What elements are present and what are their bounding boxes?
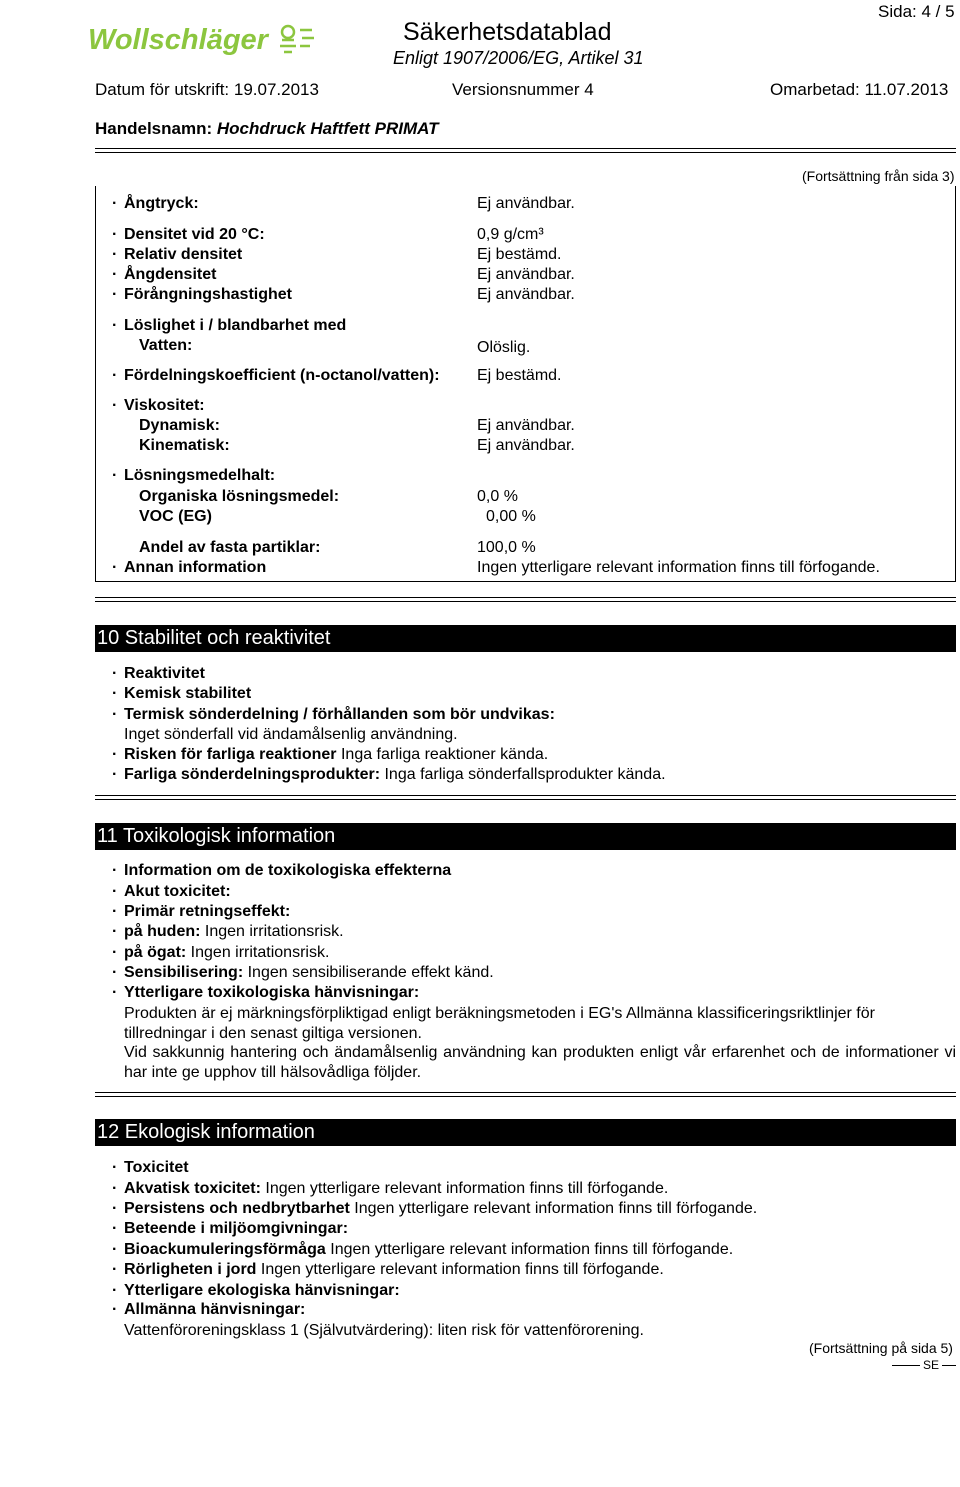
chemical-stability-label: · Kemisk stabilitet bbox=[124, 685, 251, 703]
vapour-density-label: · Ångdensitet bbox=[124, 266, 216, 284]
solids-value: 100,0 % bbox=[477, 539, 536, 556]
hazardous-reactions bbox=[124, 746, 548, 764]
solids-label: Andel av fasta partiklar: bbox=[139, 539, 321, 556]
dynamic-label: Dynamisk: bbox=[139, 417, 220, 434]
persistence bbox=[124, 1200, 757, 1218]
skin-label: på huden: bbox=[124, 923, 201, 940]
vapour-density-value: Ej användbar. bbox=[477, 266, 575, 283]
evaporation-rate-label: · Förångningshastighet bbox=[124, 286, 292, 304]
additional-ecological-label: · Ytterligare ekologiska hänvisningar: bbox=[124, 1282, 400, 1300]
kinematic-label: Kinematisk: bbox=[139, 437, 230, 454]
hazardous-reactions-label: Risken för farliga reaktioner bbox=[124, 746, 337, 763]
section-9-end-divider bbox=[95, 597, 956, 602]
aquatic-toxicity-label: Akvatisk toxicitet: bbox=[124, 1180, 261, 1197]
partition-coefficient-label: · Fördelningskoefficient (n-octanol/vatten): bbox=[124, 367, 440, 385]
continued-on: (Fortsättning på sida 5) bbox=[809, 1340, 953, 1356]
environmental-behaviour-label: · Beteende i miljöomgivningar: bbox=[124, 1220, 348, 1238]
persistence-value: Ingen ytterligare relevant information finns till förfogande. bbox=[354, 1200, 758, 1217]
relative-density-value: Ej bestämd. bbox=[477, 246, 562, 263]
tradename-value: Hochdruck Haftfett PRIMAT bbox=[216, 119, 439, 138]
decomposition-products-value: Inga farliga sönderfallsprodukter kända. bbox=[384, 766, 666, 783]
toxicological-effects-label: · Information om de toxikologiska effekterna bbox=[124, 862, 451, 880]
soil-mobility bbox=[124, 1261, 664, 1279]
version-number: Versionsnummer 4 bbox=[452, 80, 594, 99]
bioaccumulation-label: Bioackumuleringsförmåga bbox=[124, 1241, 326, 1258]
company-logo bbox=[88, 18, 320, 60]
section-11-heading: 11 Toxikologisk information bbox=[95, 823, 956, 850]
organic-solvents-value: 0,0 % bbox=[477, 488, 518, 505]
sensitisation-value: Ingen sensibiliserande effekt känd. bbox=[247, 964, 494, 981]
relative-density-label: · Relativ densitet bbox=[124, 246, 242, 264]
bioaccumulation bbox=[124, 1241, 733, 1259]
evaporation-rate-value: Ej användbar. bbox=[477, 286, 575, 303]
density-value: 0,9 g/cm³ bbox=[477, 226, 544, 243]
logo-emblem-icon bbox=[280, 26, 314, 52]
soil-mobility-label: Rörligheten i jord bbox=[124, 1261, 257, 1278]
voc-label: VOC (EG) bbox=[139, 508, 212, 525]
eye-label: på ögat: bbox=[124, 944, 187, 961]
eye-value: Ingen irritationsrisk. bbox=[190, 944, 330, 961]
additional-toxicology-paragraph-1: Produkten är ej märkningsförpliktigad enligt beräkningsmetoden i EG's Allmänna klassificeringsriktlinjer för tillredningar i den senast giltiga versionen. bbox=[124, 1005, 875, 1042]
sensitisation bbox=[124, 964, 494, 982]
revised-date: Omarbetad: 11.07.2013 bbox=[770, 80, 949, 99]
section-11-end-divider bbox=[95, 1092, 956, 1097]
page-number: Sida: 4 / 5 bbox=[878, 2, 955, 21]
aquatic-toxicity bbox=[124, 1180, 668, 1198]
kinematic-value: Ej användbar. bbox=[477, 437, 575, 454]
decomposition-products bbox=[124, 766, 666, 784]
primary-irritation-label: · Primär retningseffekt: bbox=[124, 903, 290, 921]
logo-wordmark: Wollschläger bbox=[88, 24, 268, 56]
dynamic-value: Ej användbar. bbox=[477, 417, 575, 434]
general-notes-label: · Allmänna hänvisningar: bbox=[124, 1301, 305, 1319]
vapour-pressure-label: · Ångtryck: bbox=[124, 195, 199, 213]
acute-toxicity-label: · Akut toxicitet: bbox=[124, 883, 231, 901]
viscosity-label: · Viskositet: bbox=[124, 397, 205, 415]
decomposition-products-label: Farliga sönderdelningsprodukter: bbox=[124, 766, 381, 783]
aquatic-toxicity-value: Ingen ytterligare relevant information finns till förfogande. bbox=[265, 1180, 669, 1197]
persistence-label: Persistens och nedbrytbarhet bbox=[124, 1200, 350, 1217]
bioaccumulation-value: Ingen ytterligare relevant information finns till förfogande. bbox=[330, 1241, 734, 1258]
other-info-label: · Annan information bbox=[124, 559, 266, 577]
continued-from: (Fortsättning från sida 3) bbox=[802, 168, 955, 184]
solvent-content-label: · Lösningsmedelhalt: bbox=[124, 467, 275, 485]
section-10-heading: 10 Stabilitet och reaktivitet bbox=[95, 625, 956, 652]
document-subtitle: Enligt 1907/2006/EG, Artikel 31 bbox=[393, 48, 644, 68]
tradename-label bbox=[95, 119, 439, 139]
other-info-value: Ingen ytterligare relevant information finns till förfogande. bbox=[477, 559, 880, 576]
partition-coefficient-value: Ej bestämd. bbox=[477, 367, 562, 384]
density-label: · Densitet vid 20 °C: bbox=[124, 226, 265, 244]
skin-value: Ingen irritationsrisk. bbox=[204, 923, 344, 940]
language-code: SE bbox=[920, 1358, 942, 1372]
print-date: Datum för utskrift: 19.07.2013 bbox=[95, 80, 319, 99]
hazardous-reactions-value: Inga farliga reaktioner kända. bbox=[340, 746, 549, 763]
water-label: Vatten: bbox=[139, 337, 193, 354]
soil-mobility-value: Ingen ytterligare relevant information finns till förfogande. bbox=[260, 1261, 664, 1278]
thermal-decomposition-text: Inget sönderfall vid ändamålsenlig användning. bbox=[124, 726, 458, 743]
additional-toxicology-label: · Ytterligare toxikologiska hänvisningar: bbox=[124, 984, 419, 1002]
water-value: Olöslig. bbox=[477, 339, 531, 356]
solubility-label: · Löslighet i / blandbarhet med bbox=[124, 317, 346, 335]
sensitisation-label: Sensibilisering: bbox=[124, 964, 244, 981]
header-divider bbox=[95, 148, 956, 153]
section-10-end-divider bbox=[95, 795, 956, 800]
reactivity-label: · Reaktivitet bbox=[124, 665, 205, 683]
toxicity-label: · Toxicitet bbox=[124, 1159, 189, 1177]
thermal-decomposition-label: · Termisk sönderdelning / förhållanden som bör undvikas: bbox=[124, 706, 555, 724]
skin-effect bbox=[124, 923, 344, 941]
general-notes-value: Vattenföroreningsklass 1 (Självutvärdering): liten risk för vattenförorening. bbox=[124, 1322, 644, 1339]
organic-solvents-label: Organiska lösningsmedel: bbox=[139, 488, 340, 505]
additional-toxicology-paragraph-2: Vid sakkunnig hantering och ändamålsenlig användning kan produkten enligt vår erfarenhet och de informationer vi har inte ge upphov till hälsovådliga följder. bbox=[124, 1044, 956, 1081]
document-title: Säkerhetsdatablad bbox=[403, 18, 612, 46]
vapour-pressure-value: Ej användbar. bbox=[477, 195, 575, 212]
section-12-heading: 12 Ekologisk information bbox=[95, 1119, 956, 1146]
voc-value: 0,00 % bbox=[486, 508, 536, 525]
eye-effect bbox=[124, 944, 329, 962]
tradename-key: Handelsnamn: bbox=[95, 119, 213, 138]
